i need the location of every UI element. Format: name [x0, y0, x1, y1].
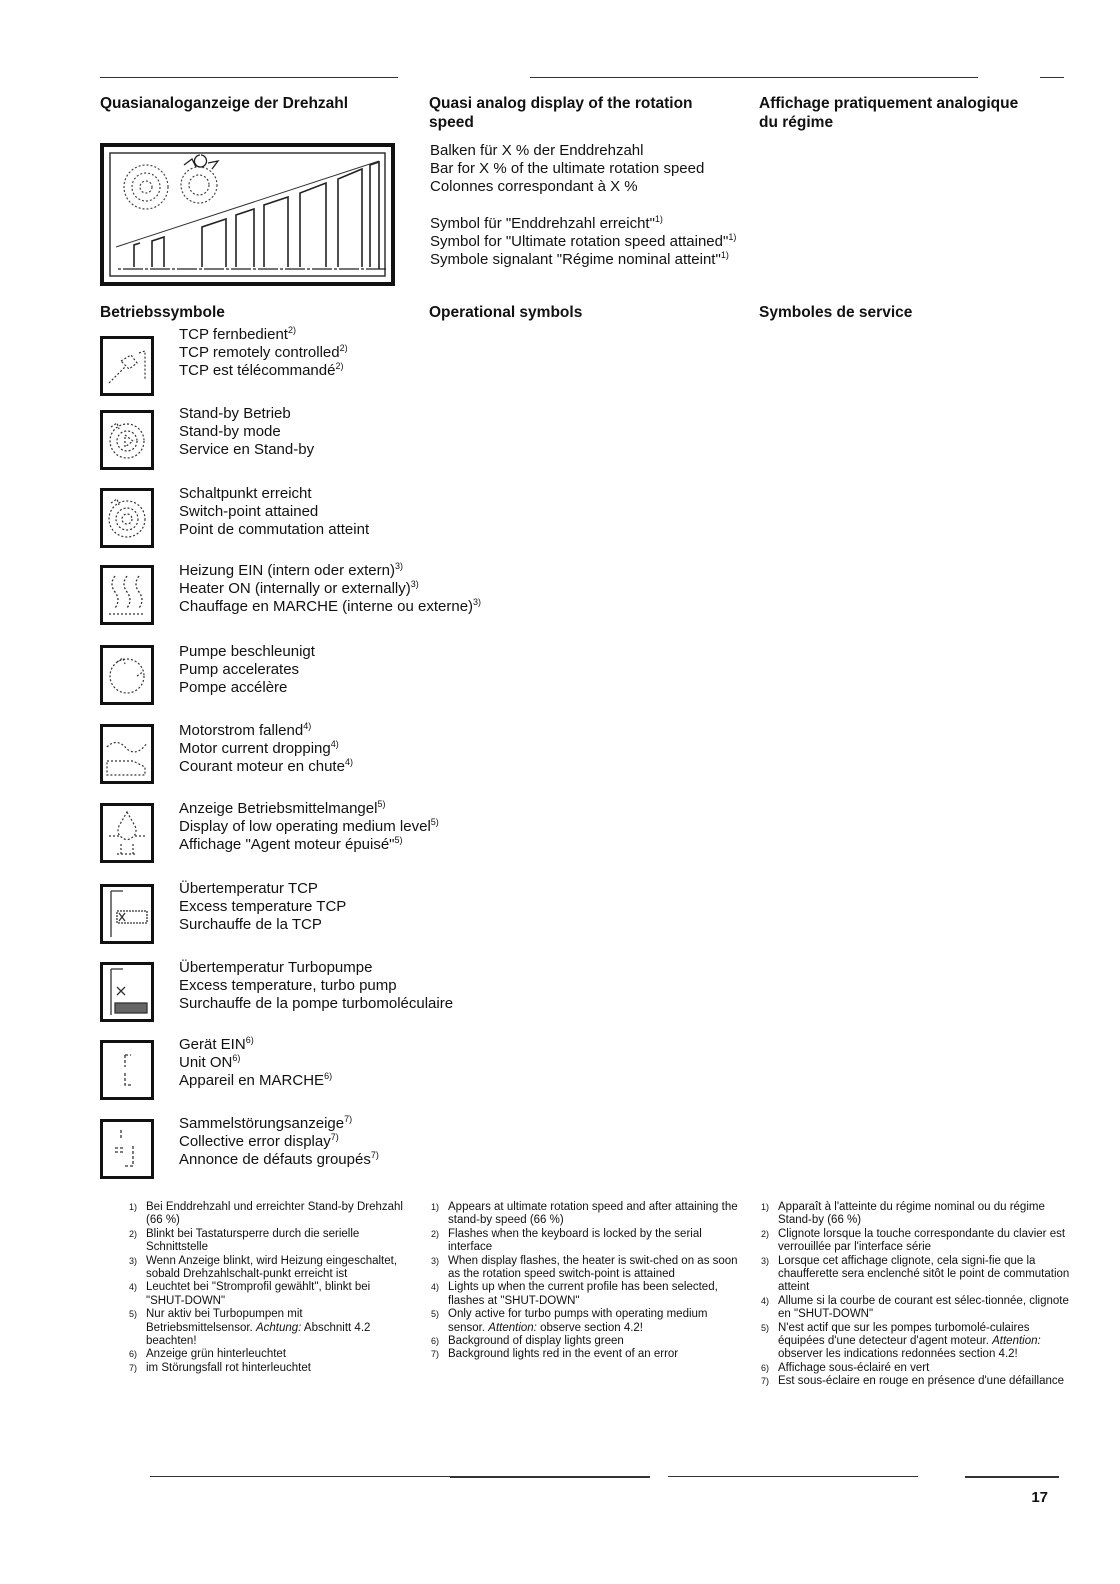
bar-description: Balken für X % der Enddrehzahl Bar for X % of the ultimate rotation speed Colonnes correspondant à X % [430, 142, 705, 195]
pump-accelerates-icon [100, 645, 154, 705]
footnote-item: 4) Leuchtet bei "Stromprofil gewählt", blinkt bei "SHUT-DOWN" [129, 1281, 371, 1307]
symbol-row-unit-on: Gerät EIN$^{6)}$ Unit ON$^{6)}$ Appareil en MARCHE$^{6)}$ [179, 1035, 333, 1089]
bottom-rule-2 [450, 1476, 650, 1478]
standby-icon [100, 410, 154, 470]
header-en: Quasi analog display of the rotation speed [429, 95, 693, 131]
footnote-item: 4) Allume si la courbe de courant est sélec-tionnée, clignote en "SHUT-DOWN" [761, 1294, 1069, 1321]
footnote-item: 7) Est sous-éclaire en rouge en présence d'une défaillance [761, 1375, 1065, 1388]
section-header-de: Betriebssymbole [100, 304, 225, 321]
top-rule-left [100, 77, 398, 78]
section-header-fr: Symboles de service [759, 304, 913, 321]
symbol-row-motor-current: Motorstrom fallend$^{4)}$ Motor current dropping$^{4)}$ Courant moteur en chute$^{4)}$ [179, 721, 353, 775]
symbol-row-standby: Stand-by Betrieb Stand-by mode Service en Stand-by [179, 405, 315, 458]
bottom-rule-1 [150, 1476, 450, 1477]
rotation-speed-display-figure [100, 143, 395, 286]
footnote-item: 7) im Störungsfall rot hinterleuchtet [129, 1361, 311, 1374]
symbol-row-remote: TCP fernbedient$^{2)}$ TCP remotely controlled$^{2)}$ TCP est télécommandé$^{2)}$ [179, 325, 348, 379]
symbol-row-excess-temp-tcp: Übertemperatur TCP Excess temperature TCP Surchauffe de la TCP [179, 880, 347, 933]
footnote-item: 5) N'est actif que sur les pompes turbomolé-culaires équipées d'une detecteur d'agent moteur. Attention: observer les indications redonnées section 4.2! [761, 1321, 1041, 1361]
header-fr: Affichage pratiquement analogique du régime [759, 95, 1019, 131]
footnote-item: 6) Affichage sous-éclairé en vert [761, 1361, 930, 1374]
bottom-rule-3 [668, 1476, 918, 1477]
footnotes-de [126, 1201, 408, 1375]
bottom-rule-4 [965, 1476, 1059, 1478]
footnote-item: 6) Background of display lights green [431, 1335, 624, 1348]
section-header-en: Operational symbols [429, 304, 583, 321]
excess-temp-tcp-icon [100, 884, 154, 944]
remote-control-icon [100, 336, 154, 396]
footnotes-fr [758, 1201, 1072, 1389]
symbol-row-low-medium: Anzeige Betriebsmittelmangel$^{5)}$ Display of low operating medium level$^{5)}$ Affichage "Agent moteur épuisé"$^{5)}$ [179, 799, 439, 853]
footnote-item: 7) Background lights red in the event of an error [431, 1348, 679, 1361]
footnote-item: 1) Bei Enddrehzahl und erreichter Stand-by Drehzahl (66 %) [129, 1201, 403, 1227]
symbol-row-excess-temp-turbo: Übertemperatur Turbopumpe Excess temperature, turbo pump Surchauffe de la pompe turbomoléculaire [179, 959, 454, 1012]
footnote-item: 3) Wenn Anzeige blinkt, wird Heizung eingeschaltet, sobald Drehzahlschalt-punkt erreicht ist [129, 1254, 398, 1281]
heater-icon [100, 565, 154, 625]
top-rule-right [1040, 77, 1064, 78]
footnote-item: 2) Blinkt bei Tastatursperre durch die serielle Schnittstelle [129, 1227, 360, 1254]
page-number: 17 [1031, 1489, 1048, 1506]
footnote-item: 2) Flashes when the keyboard is locked by the serial interface [431, 1227, 702, 1254]
header-de: Quasianaloganzeige der Drehzahl [100, 95, 349, 112]
rotation-bar-graph [104, 147, 391, 282]
symbol-description: Symbol für "Enddrehzahl erreicht"$^{1)}$ Symbol for "Ultimate rotation speed attained"$^{1)}$ Symbole signalant "Régime nominal atteint"$^{1)}$ [430, 214, 737, 268]
footnote-item: 1) Appears at ultimate rotation speed and after attaining the stand-by speed (66 %) [431, 1201, 738, 1227]
footnote-item: 1) Apparaît à l'atteinte du régime nominal ou du régime Stand-by (66 %) [761, 1201, 1045, 1227]
footnotes-en [428, 1201, 740, 1362]
collective-error-icon [100, 1119, 154, 1179]
switch-point-icon [100, 488, 154, 548]
footnote-item: 3) Lorsque cet affichage clignote, cela signi-fie que la chaufferette sera enclenché sitôt le point de commutation atteint [761, 1254, 1070, 1294]
low-medium-icon [100, 803, 154, 863]
symbol-row-heater: Heizung EIN (intern oder extern)$^{3)}$ Heater ON (internally or externally)$^{3)}$ Chauffage en MARCHE (interne ou externe)$^{3)}$ [179, 561, 482, 615]
symbol-row-switch-point: Schaltpunkt erreicht Switch-point attained Point de commutation atteint [179, 485, 370, 538]
excess-temp-turbo-icon [100, 962, 154, 1022]
footnote-item: 4) Lights up when the current profile has been selected, flashes at "SHUT-DOWN" [431, 1281, 718, 1307]
footnote-item: 3) When display flashes, the heater is swit-ched on as soon as the rotation speed switch-point is attained [431, 1254, 738, 1281]
motor-current-icon [100, 724, 154, 784]
speed-symbol-icon [124, 165, 217, 209]
footnote-item: 6) Anzeige grün hinterleuchtet [129, 1348, 287, 1361]
top-rule-middle [530, 77, 978, 78]
footnote-item: 5) Nur aktiv bei Turbopumpen mit Betriebsmittelsensor. Achtung: Abschnitt 4.2 beachten! [129, 1308, 371, 1348]
symbol-row-collective-error: Sammelstörungsanzeige$^{7)}$ Collective error display$^{7)}$ Annonce de défauts groupés$^{7)}$ [179, 1114, 379, 1168]
footnote-item: 2) Clignote lorsque la touche correspondante du clavier est verrouillée par l'interface série [761, 1227, 1066, 1254]
footnote-item: 5) Only active for turbo pumps with operating medium sensor. Attention: observe section 4.2! [431, 1308, 708, 1334]
symbol-row-pump: Pumpe beschleunigt Pump accelerates Pompe accélère [179, 643, 315, 696]
unit-on-icon [100, 1040, 154, 1100]
